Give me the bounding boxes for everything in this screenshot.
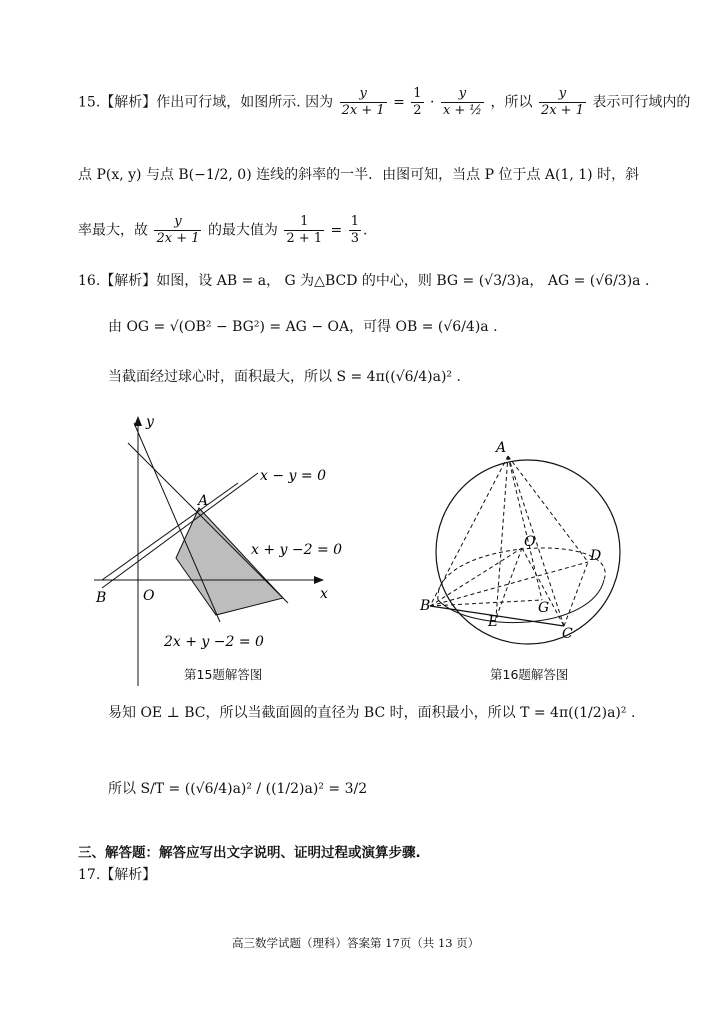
p15-line1-mid: ，所以 bbox=[490, 94, 533, 111]
segment-OB bbox=[430, 548, 522, 606]
p15-line2: 点 P(x, y) 与点 B(−1/2, 0) 连线的斜率的一半．由图可知，当点 P 位于点 A(1, 1) 时，斜 bbox=[78, 167, 640, 183]
edge-AB bbox=[430, 456, 508, 606]
q17-label: 17.【解析】 bbox=[78, 867, 157, 883]
p15-line3-lead: 率最大，故 bbox=[78, 222, 148, 239]
edge-AD bbox=[508, 456, 588, 562]
p16-line1: 16.【解析】如图，设 AB = a， G 为△BCD 的中心，则 BG = (√3/3)a， AG = (√6/3)a . bbox=[78, 273, 650, 289]
caption-fig16: 第16题解答图 bbox=[490, 667, 569, 682]
x-axis-arrow bbox=[314, 576, 324, 584]
figure-16 bbox=[412, 430, 652, 670]
label-E: E bbox=[488, 614, 499, 630]
p15-frac-y-over-x-half: $\frac{y}{\text{x + ½}}$ bbox=[442, 86, 483, 118]
page-footer: 高三数学试题（理科）答案第 17页（共 13 页） bbox=[232, 936, 480, 950]
p15-line3: 率最大，故 $\frac{y}{2x + 1}$ 的最大值为 $\frac{1}{2 + 1}$ = $\frac{1}{3}$ . bbox=[78, 214, 368, 246]
label-G: G bbox=[538, 600, 550, 616]
label-x: x bbox=[320, 586, 328, 602]
p15-frac-y-over-2x1: $\frac{y}{2x + 1}$ bbox=[341, 86, 385, 118]
label-line-sum: x + y −2 = 0 bbox=[251, 542, 343, 558]
p15-line1-lead: 15.【解析】作出可行域，如图所示. 因为 bbox=[78, 94, 334, 111]
feasible-region bbox=[176, 508, 283, 615]
label-y: y bbox=[146, 414, 154, 430]
section-ellipse-back bbox=[438, 548, 605, 600]
p15-frac-one-over-21: $\frac{1}{2 + 1}$ bbox=[286, 214, 323, 246]
p16-line4: 易知 OE ⊥ BC，所以当截面圆的直径为 BC 时，面积最小，所以 T = 4π((1/2)a)² . bbox=[108, 705, 636, 721]
p15-frac-half: $\frac{1}{2}$ bbox=[413, 86, 422, 118]
y-axis-arrow bbox=[134, 416, 142, 426]
p15-frac-y-over-2x1-c: $\frac{y}{2x + 1}$ bbox=[156, 214, 200, 246]
p16-line3: 当截面经过球心时，面积最大，所以 S = 4π((√6/4)a)² . bbox=[108, 369, 461, 385]
label-D: D bbox=[590, 548, 602, 564]
p16-line2: 由 OG = √(OB² − BG²) = AG − OA，可得 OB = (√6/4)a . bbox=[108, 319, 498, 335]
p16-line5: 所以 S/T = ((√6/4)a)² / ((1/2)a)² = 3/2 bbox=[108, 781, 368, 797]
edge-AG bbox=[508, 456, 542, 600]
p15-line1-tail: 表示可行域内的 bbox=[592, 94, 691, 111]
label-B: B bbox=[420, 598, 431, 614]
segment-OE bbox=[496, 548, 522, 618]
figure-15 bbox=[88, 408, 348, 688]
label-O: O bbox=[524, 534, 536, 550]
label-origin: O bbox=[143, 588, 155, 604]
label-C: C bbox=[562, 626, 573, 642]
p15-frac-one-third: $\frac{1}{3}$ bbox=[350, 214, 360, 246]
label-A: A bbox=[198, 493, 209, 509]
label-line-xy: x − y = 0 bbox=[260, 468, 326, 484]
edge-AE bbox=[496, 456, 508, 618]
p15-line1: 15.【解析】作出可行域，如图所示. 因为 $\frac{y}{2x + 1}$ = $\frac{1}{2}$ · $\frac{y}{\text{x + ½}}$ ，所以 $\frac{y}{2x + 1}$ 表示可行域内的 bbox=[78, 86, 691, 118]
label-B: B bbox=[96, 590, 107, 606]
edge-CD bbox=[564, 562, 588, 626]
section3-heading: 三、解答题：解答应写出文字说明、证明过程或演算步骤. bbox=[78, 845, 421, 861]
label-A: A bbox=[496, 440, 507, 456]
label-line-2x: 2x + y −2 = 0 bbox=[164, 634, 264, 650]
caption-fig15: 第15题解答图 bbox=[184, 667, 263, 682]
p15-line3-mid: 的最大值为 bbox=[207, 222, 278, 239]
p15-frac-y-over-2x1-b: $\frac{y}{2x + 1}$ bbox=[540, 86, 584, 118]
